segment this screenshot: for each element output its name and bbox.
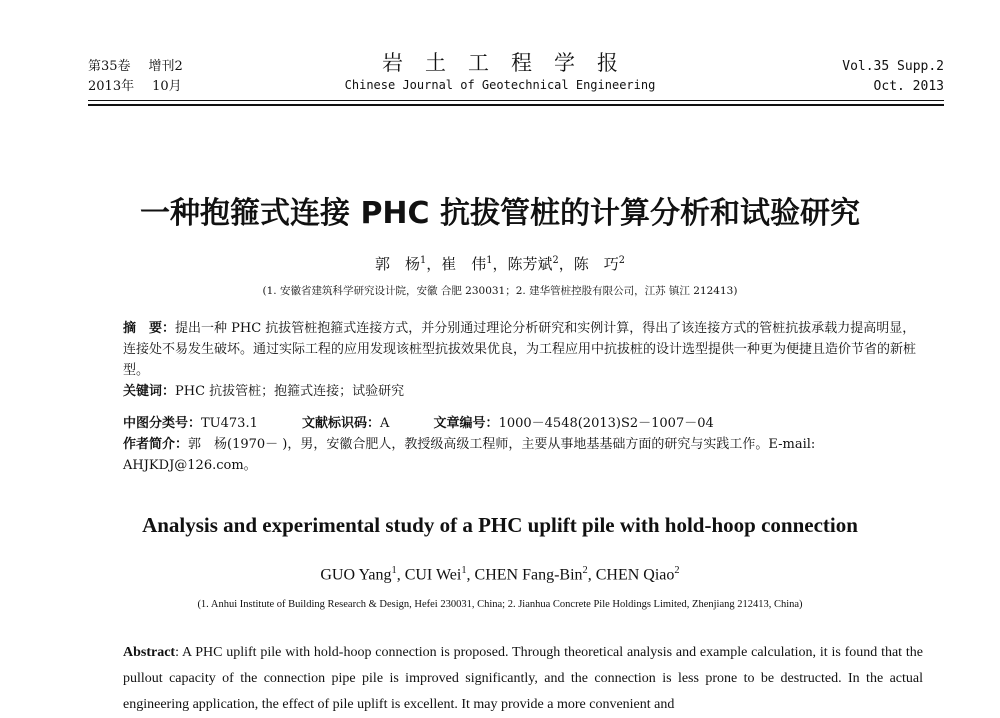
- article-no-value: 1000－4548(2013)S2－1007－04: [498, 416, 714, 431]
- header-left: [88, 57, 183, 97]
- journal-masthead: [330, 50, 670, 92]
- doc-code-value: A: [380, 416, 390, 431]
- abstract-en-text: : A PHC uplift pile with hold-hoop connection is proposed. Through theoretical analysis and example calculation, it is found that the pullout capacity of the connection pipe pile is improved significantly, and the connection is less prone to be destructed. In the actual engineering application, the effect of pile uplift is excellent. It may provide a more convenient and: [123, 645, 923, 712]
- authors-en: GUO Yang$^1$, CUI Wei$^1$, CHEN Fang-Bin$^2$, CHEN Qiao$^2$: [320, 565, 680, 584]
- author-intro-label: 作者简介：: [123, 437, 189, 452]
- author-affil-mark: 1: [461, 565, 467, 576]
- keywords-cn-label: 关键词：: [123, 384, 176, 399]
- author-name: 崔 伟: [441, 255, 487, 273]
- author-name-en: CUI Wei: [404, 566, 462, 584]
- date-en: Oct. 2013: [873, 79, 944, 94]
- volume-en: Vol.35 Supp.2: [842, 59, 944, 74]
- abstract-en-label: Abstract: [123, 645, 176, 660]
- affiliation-en: (1. Anhui Institute of Building Research & Design, Hefei 230031, China; 2. Jianhua Concrete Pile Holdings Limited, Zhenjiang 212413, China): [197, 599, 803, 610]
- author-affil-mark: 2: [552, 255, 559, 266]
- header-right: [842, 57, 944, 97]
- keywords-cn-text: PHC 抗拔管桩；抱箍式连接；试验研究: [175, 384, 405, 399]
- author-affil-mark: 2: [582, 565, 588, 576]
- author-name: 陈 巧: [573, 255, 619, 273]
- author-name-en: CHEN Qiao: [595, 566, 675, 584]
- author-affil-mark: 1: [486, 255, 493, 266]
- author-affil-mark: 1: [391, 565, 397, 576]
- author-affil-mark: 2: [618, 255, 625, 266]
- year-cn: 2013年: [88, 79, 135, 94]
- author-affil-mark: 2: [674, 565, 680, 576]
- author-name-en: GUO Yang: [320, 566, 392, 584]
- abstract-cn-text: 提出一种 PHC 抗拔管桩抱箍式连接方式，并分别通过理论分析研究和实例计算，得出了该连接方式的管桩抗拔承载力提高明显，连接处不易发生破坏。通过实际工程的应用发现该桩型抗拔效果优良，为工程应用中抗拔桩的设计选型提供一种更为便捷且造价节省的新桩型。: [123, 321, 917, 378]
- author-name-en: CHEN Fang-Bin: [474, 566, 583, 584]
- supp-cn: 增刊2: [148, 59, 183, 74]
- classification-row: [123, 413, 923, 434]
- journal-name-en: Chinese Journal of Geotechnical Engineering: [344, 78, 656, 92]
- month-cn: 10月: [152, 79, 182, 94]
- authors-cn: 郭 杨$^1$，崔 伟$^1$，陈芳斌$^2$，陈 巧$^2$: [375, 255, 625, 273]
- author-affil-mark: 1: [420, 255, 427, 266]
- article-no-label: 文章编号：: [433, 416, 499, 431]
- author-name: 陈芳斌: [507, 255, 553, 273]
- doc-code-label: 文献标识码：: [302, 416, 381, 431]
- affiliation-cn: (1. 安徽省建筑科学研究设计院，安徽 合肥 230031；2. 建华管桩控股有限公司，江苏 镇江 212413): [262, 285, 738, 297]
- abstract-cn: [123, 318, 923, 402]
- volume-cn: 第35卷: [88, 59, 131, 74]
- author-name: 郭 杨: [375, 255, 421, 273]
- header-rule-thick: [88, 104, 944, 106]
- journal-name-cn: 岩土工程学报: [382, 51, 640, 75]
- paper-title-cn: 一种抱箍式连接 PHC 抗拔管桩的计算分析和试验研究: [140, 196, 860, 231]
- clc-label: 中图分类号：: [123, 416, 202, 431]
- abstract-en: [123, 640, 923, 718]
- clc-value: TU473.1: [201, 416, 258, 431]
- abstract-cn-label: 摘 要：: [123, 321, 176, 336]
- author-intro: [123, 434, 923, 476]
- author-intro-text: 郭 杨(1970－ )，男，安徽合肥人，教授级高级工程师，主要从事地基基础方面的研究与实践工作。E-mail: AHJKDJ@126.com。: [123, 437, 816, 473]
- header-rule-thin: [88, 100, 944, 101]
- paper-title-en: Analysis and experimental study of a PHC uplift pile with hold-hoop connection: [142, 513, 858, 537]
